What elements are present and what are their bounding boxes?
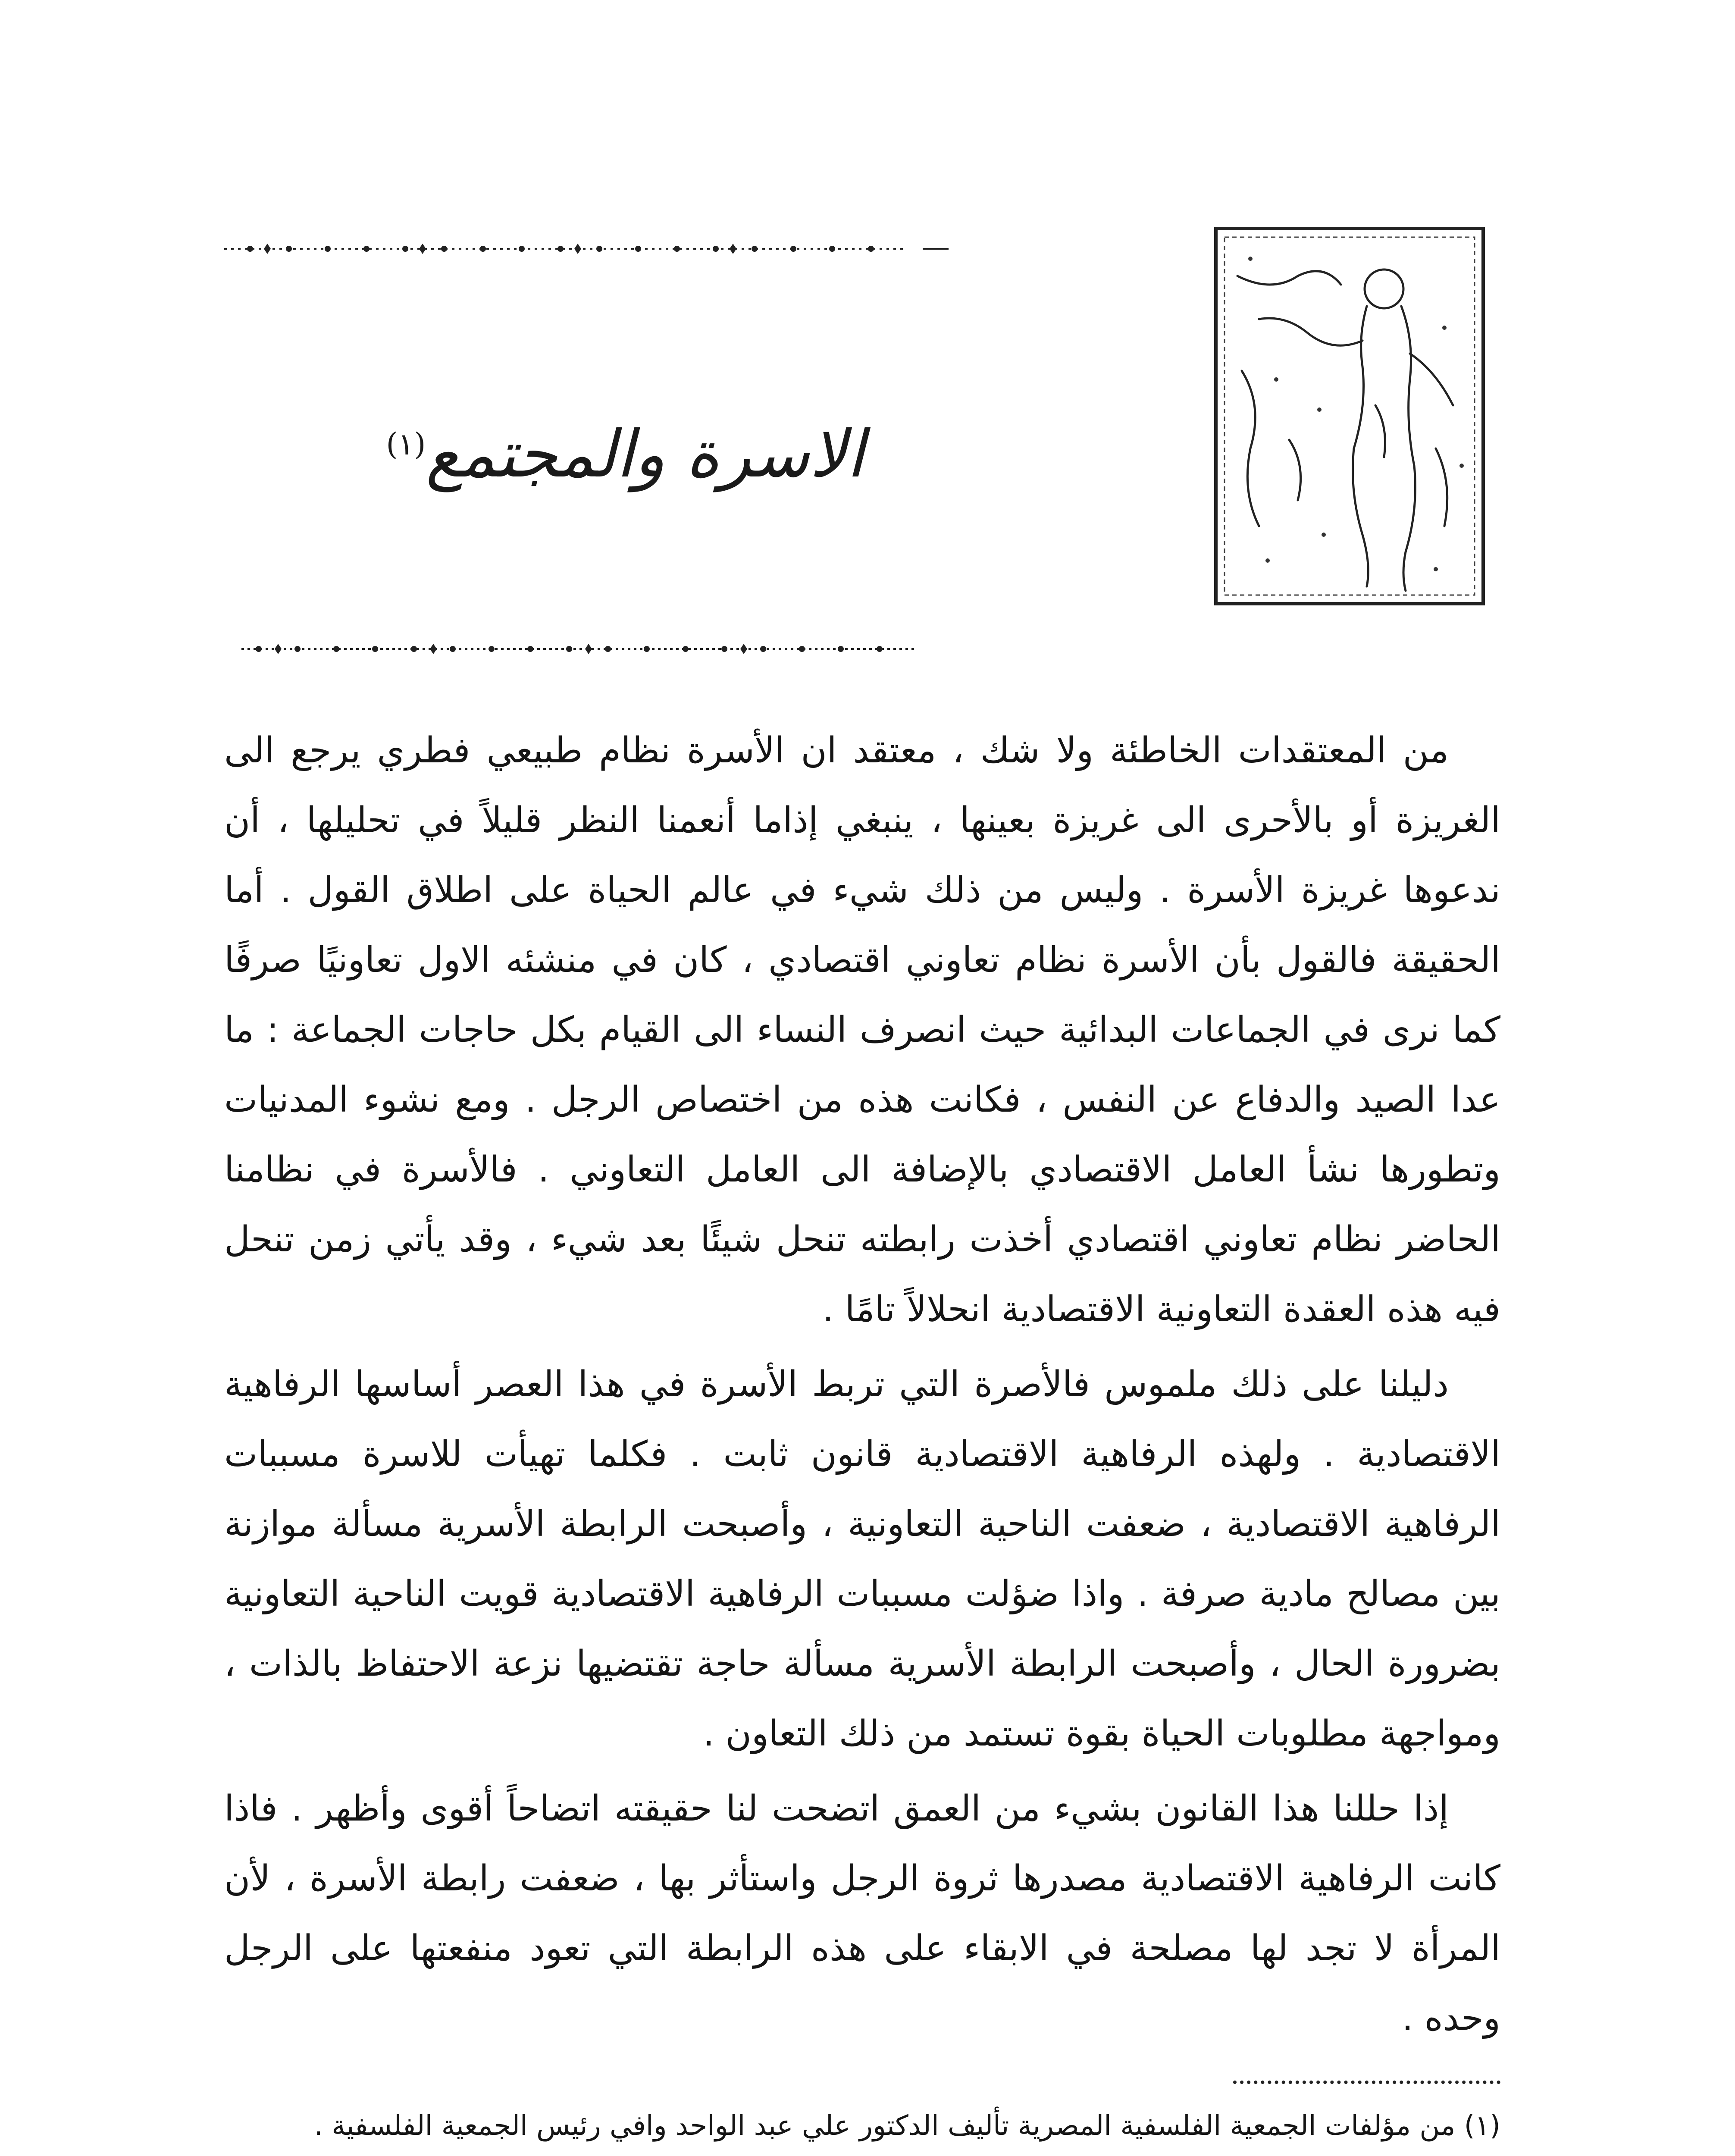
title-footnote-mark: (١) (386, 426, 426, 462)
footnote-line-2 (241, 2152, 1500, 2156)
body-paragraph-3: إذا حللنا هذا القانون بشيء من العمق اتضحت لنا حقيقته اتضاحاً أقوى وأظهر . فاذا كانت الرفاهية الاقتصادية مصدرها ثروة الرجل واستأثر بها ، ضعفت رابطة الأسرة ، لأن المرأة لا تجد لها مصلحة في الابقاء على هذه الرابطة التي تعود منفعتها على الرجل وحده . (224, 1788, 1500, 2039)
footnote-line-1: (١) من مؤلفات الجمعية الفلسفية المصرية تأليف الدكتور علي عبد الواحد وافي رئيس الجمعية الفلسفية . (314, 2110, 1500, 2142)
article-body (224, 716, 1500, 2059)
figure-engraving-icon (1212, 224, 1488, 621)
article-title (302, 401, 949, 498)
title-text: الاسرة والمجتمع (426, 417, 864, 492)
ornament-rule-bottom (241, 640, 914, 658)
footnote-divider (1233, 2081, 1500, 2088)
footnote (241, 2100, 1500, 2156)
body-paragraph-2: دليلنا على ذلك ملموس فالأصرة التي تربط الأسرة في هذا العصر أساسها الرفاهية الاقتصادية . ولهذه الرفاهية الاقتصادية قانون ثابت . فكلما تهيأت للاسرة مسببات الرفاهية الاقتصادية ، ضعفت الناحية التعاونية ، وأصبحت الرابطة الأسرية مسألة موازنة بين مصالح مادية صرفة . واذا ضؤلت مسببات الرفاهية الاقتصادية قويت الناحية التعاونية بضرورة الحال ، وأصبحت الرابطة الأسرية مسألة حاجة تقتضيها نزعة الاحتفاظ بالذات ، ومواجهة مطلوبات الحياة بقوة تستمد من ذلك التعاون . (224, 1364, 1500, 1754)
body-paragraph-1: من المعتقدات الخاطئة ولا شك ، معتقد ان الأسرة نظام طبيعي فطري يرجع الى الغريزة أو بالأحرى الى غريزة بعينها ، ينبغي إذاما أنعمنا النظر قليلاً في تحليلها ، أن ندعوها غريزة الأسرة . وليس من ذلك شيء في عالم الحياة على اطلاق القول . أما الحقيقة فالقول بأن الأسرة نظام تعاوني اقتصادي ، كان في منشئه الاول تعاونيًا صرفًا كما نرى في الجماعات البدائية حيث انصرف النساء الى القيام بكل حاجات الجماعة : ما عدا الصيد والدفاع عن النفس ، فكانت هذه من اختصاص الرجل . ومع نشوء المدنيات وتطورها نشأ العامل الاقتصادي بالإضافة الى العامل التعاوني . فالأسرة في نظامنا الحاضر نظام تعاوني اقتصادي أخذت رابطته تنحل شيئًا بعد شيء ، وقد يأتي زمن تنحل فيه هذه العقدة التعاونية الاقتصادية انحلالاً تامًا . (224, 730, 1500, 1330)
ornament-rule-top (224, 239, 957, 257)
